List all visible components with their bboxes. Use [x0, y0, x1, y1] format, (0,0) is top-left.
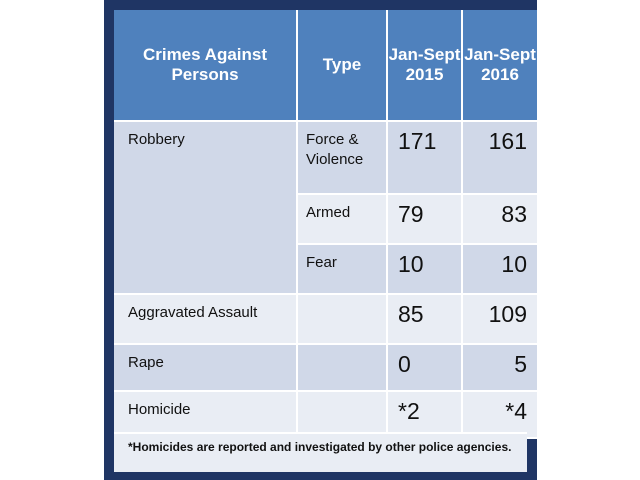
type-cell	[297, 294, 387, 344]
value-2015-cell	[387, 344, 462, 391]
table-row	[114, 344, 537, 391]
value-2015-cell	[387, 391, 462, 438]
type-label: Fear	[306, 254, 337, 271]
type-label: Armed	[306, 204, 351, 221]
type-cell	[297, 391, 387, 438]
value-2016-cell	[462, 294, 537, 344]
value-2015: 79	[398, 201, 424, 227]
header-type: Type	[297, 10, 387, 121]
table-panel	[114, 10, 536, 470]
value-2016-cell	[462, 391, 537, 438]
slide-frame	[104, 0, 537, 480]
robbery-cell	[114, 121, 297, 294]
value-2015-cell	[387, 194, 462, 244]
value-2015: *2	[398, 398, 420, 424]
value-2015-cell	[387, 121, 462, 194]
table-row	[114, 121, 537, 194]
type-cell	[297, 121, 387, 194]
type-label	[298, 345, 386, 353]
footnote-row	[114, 432, 527, 472]
value-2015: 10	[398, 251, 424, 277]
crime-label: Homicide	[128, 401, 191, 418]
crime-cell	[114, 294, 297, 344]
crimes-table	[114, 10, 537, 439]
crime-label: Rape	[128, 354, 164, 371]
value-2015-cell	[387, 294, 462, 344]
crime-cell	[114, 391, 297, 438]
type-cell	[297, 194, 387, 244]
value-2016: 5	[514, 351, 527, 377]
value-2015: 85	[398, 301, 424, 327]
value-2016: 10	[501, 251, 527, 277]
crime-label: Robbery	[128, 131, 185, 148]
value-2016: 109	[488, 301, 527, 327]
value-2015: 0	[398, 351, 411, 377]
crime-label: Aggravated Assault	[128, 304, 258, 321]
table-row	[114, 391, 537, 438]
value-2016: 83	[501, 201, 527, 227]
crime-cell	[114, 344, 297, 391]
table-row	[114, 294, 537, 344]
header-2015: Jan-Sept 2015	[387, 10, 462, 121]
type-label	[298, 392, 386, 400]
header-crimes-against-persons: Crimes Against Persons	[114, 10, 297, 121]
header-2016: Jan-Sept 2016	[462, 10, 537, 121]
value-2016-cell	[462, 244, 537, 294]
value-2016-cell	[462, 344, 537, 391]
type-label	[298, 295, 386, 303]
type-cell	[297, 244, 387, 294]
value-2016: *4	[505, 398, 527, 424]
value-2016: 161	[488, 128, 527, 154]
value-2015: 171	[398, 128, 437, 154]
value-2016-cell	[462, 121, 537, 194]
table-header-row	[114, 10, 537, 121]
type-cell	[297, 344, 387, 391]
footnote-text: *Homicides are reported and investigated by other police agencies.	[128, 440, 512, 454]
value-2016-cell	[462, 194, 537, 244]
value-2015-cell	[387, 244, 462, 294]
type-label: Force & Violence	[306, 131, 364, 168]
